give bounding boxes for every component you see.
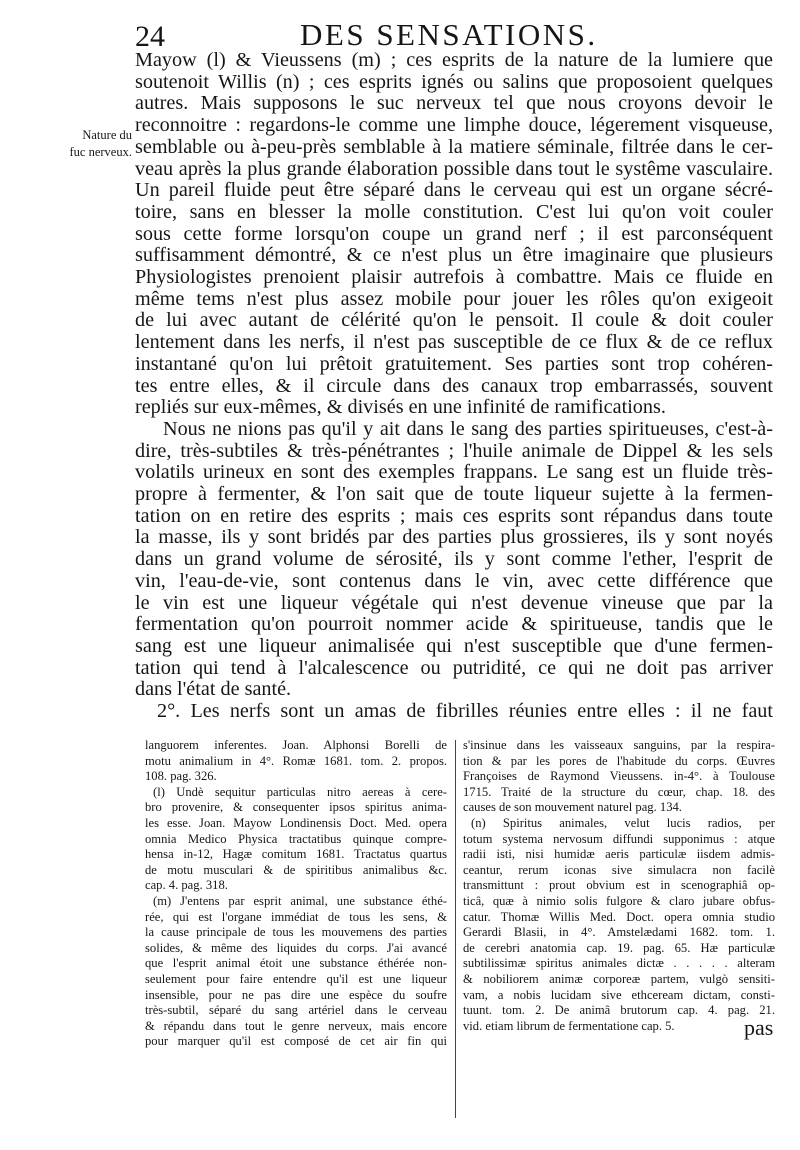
text-line: dans un grand volume de sérosité, ils y sont comme l'ether, l'esprit de <box>135 548 773 571</box>
running-head: DES SENSATIONS. <box>300 17 598 52</box>
margin-note <box>50 127 132 161</box>
text-line: tation qui tend à l'alcalescence ou putridité, ce qui ne doit pas arriver <box>135 656 773 679</box>
text-line: lentement dans les nerfs, il n'est pas susceptible de ce flux & de ce reflux <box>135 331 773 354</box>
footnote-line: totum systema nervosum diffundi supponimus : atque <box>463 831 775 846</box>
footnote-line: seulement pour faire entendre qu'il est une liqueur <box>145 971 447 986</box>
footnote-line: tuunt. tom. 2. De animâ brutorum cap. 4. pag. 21. <box>463 1003 775 1018</box>
text-line: suffisamment démontré, & ce n'est plus un être imaginaire que plusieurs <box>135 244 773 267</box>
text-line: repliés sur eux-mêmes, & divisés en une infinité de ramifications. <box>135 396 666 419</box>
footnote-line: (n) Spiritus animales, velut lucis radios, per <box>471 815 775 830</box>
footnote-line: omnia Medico Physica tractatibus quinque compre- <box>145 831 447 846</box>
text-line: semblable ou à-peu-près semblable à la matiere séminale, filtrée dans le cer- <box>135 135 773 158</box>
footnote-line: (m) J'entens par esprit animal, une substance éthé- <box>153 893 447 908</box>
footnote-line: ceantur, rerum iconas sive simulacra non facilè <box>463 862 775 877</box>
text-line: dans l'état de santé. <box>135 678 292 701</box>
footnote-line: (l) Undè sequitur particulas nitro aereas à cere- <box>153 784 447 799</box>
text-line: Mayow (l) & Vieussens (m) ; ces esprits de la nature de la lumiere que <box>135 49 773 71</box>
footnote-line: pour marquer qu'il est composé de cet air fin qui <box>145 1034 447 1049</box>
text-line: Nous ne nions pas qu'il y ait dans le sang des parties spiritueuses, c'est-à- <box>163 417 773 440</box>
footnote-line: s'insinue dans les vaisseaux sanguins, par la respira- <box>463 738 775 752</box>
text-line: veau après la plus grande élaboration possible dans tout le systême vasculaire. <box>135 157 773 180</box>
footnote-column-left <box>145 738 453 1050</box>
footnote-line: la cause principale de tous les mouvemens des parties <box>145 925 447 940</box>
footnote-line: motu animalium in 4°. Romæ 1681. tom. 2. propos. <box>145 753 447 768</box>
footnote-line: bro provenire, & consequenter ipsos spiritus anima- <box>145 800 447 815</box>
text-line: Un pareil fluide peut être séparé dans le cerveau qui est un organe sécré- <box>135 179 773 202</box>
footnote-column-right <box>463 738 775 1034</box>
footnote-line: insensible, pour ne pas dire une espèce du soufre <box>145 987 447 1002</box>
footnote-line: cap. 4. pag. 318. <box>145 878 228 893</box>
text-line: sang est une liqueur animalisée qui n'est susceptible que d'une fermen- <box>135 634 773 657</box>
text-line: tation on en retire des esprits ; mais ces esprits sont répandus dans toute <box>135 504 773 527</box>
footnote-line: transmittunt : prout obvium est in scenographiâ op- <box>463 878 775 893</box>
footnote-line: hensa in-12, Hagæ comitum 1681. Tractatus quartus <box>145 847 447 862</box>
footnote-line: catur. Thomæ Willis Med. Doct. opera omnia studio <box>463 909 775 924</box>
footnote-line: 108. pag. 326. <box>145 769 217 784</box>
footnote-line: vam, a nobis lucidam sive ethceream dictam, consti- <box>463 987 775 1002</box>
main-text <box>135 50 773 723</box>
text-line: dire, très-subtiles & très-pénétrantes ; l'huile animale de Dippel & les sels <box>135 439 773 462</box>
text-line: tes entre elles, & il circule dans des canaux trop embarrassés, souvent <box>135 374 773 397</box>
page-number: 24 <box>135 20 165 53</box>
footnote-line: rée, qui est l'organe immédiat de tous les sens, & <box>145 909 447 924</box>
footnote-line: languorem inferentes. Joan. Alphonsi Borelli de <box>145 738 447 752</box>
text-line: le vin est une liqueur végétale qui n'est devenue vineuse que par la <box>135 591 773 614</box>
footnote-line: & nobiliorem animæ corporeæ partem, vulgò sensiti- <box>463 971 775 986</box>
footnote-line: vid. etiam librum de fermentatione cap. 5. <box>463 1018 675 1033</box>
footnote-line: les esse. Joan. Mayow Londinensis Doct. Med. opera <box>145 815 447 830</box>
footnote-line: tion & par les pores de l'habitude du corps. Œuvres <box>463 753 775 768</box>
footnote-line: subtilissimæ spiritus animales dictæ . . . . . alteram <box>463 956 775 971</box>
footnote-line: Françoises de Raymond Vieussens. in-4°. à Toulouse <box>463 769 775 784</box>
footnote-line: que l'esprit animal étoit une substance éthérée non- <box>145 956 447 971</box>
footnote-line: & répandu dans tout le genre nerveux, mais encore <box>145 1018 447 1033</box>
margin-note-line: fuc nerveux. <box>69 145 132 159</box>
text-line: toire, sans en blesser la molle constitution. C'est lui qu'on voit couler <box>135 200 773 223</box>
footnote-line: 1715. Traité de la structure du cœur, chap. 18. des <box>463 784 775 799</box>
text-line: vin, l'eau-de-vie, sont contenus dans le vin, avec cette différence que <box>135 569 773 592</box>
footnote-line: de cerebri anatomia cap. 19. pag. 65. Hæ particulæ <box>463 940 775 955</box>
text-line: la masse, ils y sont bridés par des parties plus grossieres, ils y sont noyés <box>135 526 773 549</box>
text-line: propre à fermenter, & l'on sait que de toute liqueur sujette à la fermen- <box>135 483 773 506</box>
text-line: Physiologistes prenoient plaisir autrefois à combattre. Mais ce fluide en <box>135 266 773 289</box>
footnote-line: Gerardi Blasii, in 4°. Amstelædami 1682. tom. 1. <box>463 925 775 940</box>
margin-note-line: Nature du <box>82 128 132 142</box>
text-line: volatils urineux en sont des exemples frappans. Le sang est un fluide très- <box>135 461 773 484</box>
column-rule <box>455 740 456 1118</box>
text-line: fermentation qu'on pourroit nommer acide & spiritueuse, tandis que le <box>135 613 773 636</box>
footnote-line: très-subtil, séparé du sang artériel dans le cerveau <box>145 1003 447 1018</box>
text-line: reconnoitre : regardons-le comme une limphe douce, légerement visqueuse, <box>135 114 773 137</box>
footnote-line: ticâ, quæ à nimio solis fulgore & claro jubare obfus- <box>463 893 775 908</box>
text-line: même tems n'est plus assez mobile pour jouer les rôles qu'on exigeoit <box>135 287 773 310</box>
text-line: autres. Mais supposons le suc nerveux tel que nous croyons devoir le <box>135 92 773 115</box>
text-line: 2°. Les nerfs sont un amas de fibrilles réunies entre elles : il ne faut <box>157 700 773 723</box>
text-line: soutenoit Willis (n) ; ces esprits ignés ou salins que proposoient quelques <box>135 70 773 93</box>
footnote-line: solides, & même des liquides du corps. J'ai avancé <box>145 940 447 955</box>
footnote-line: causes de son mouvement naturel pag. 134. <box>463 800 682 815</box>
footnote-line: radii isti, nisi humidæ aeris particulæ iisdem admis- <box>463 847 775 862</box>
footnote-line: de motu musculari & de spiritibus animalibus &c. <box>145 862 447 877</box>
catchword: pas <box>744 1015 774 1040</box>
text-line: de lui avec autant de célérité qu'on le pensoit. Il coule & doit couler <box>135 309 773 332</box>
text-line: instantané qu'on lui prêtoit gratuitement. Ses parties sont trop cohéren- <box>135 352 773 375</box>
text-line: sous cette forme lorsqu'on coupe un grand nerf ; il est parconséquent <box>135 222 773 245</box>
